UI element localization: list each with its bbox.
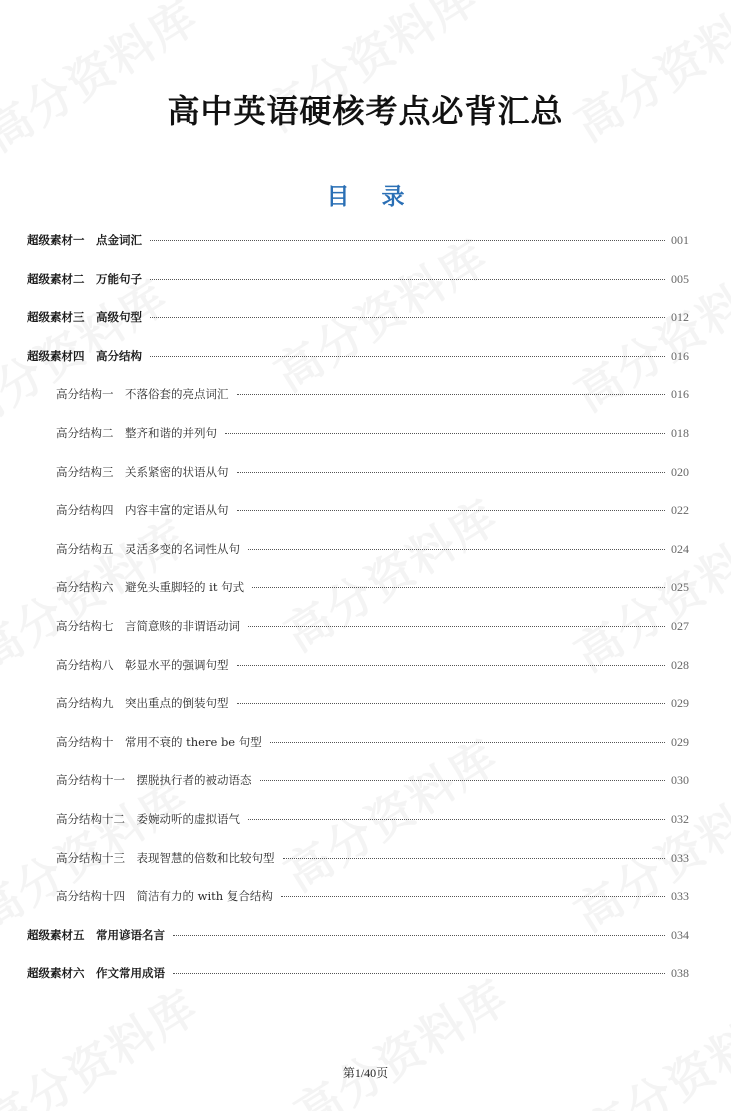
toc-subsection-entry[interactable] [56, 850, 689, 870]
toc-page-number: 029 [671, 734, 689, 749]
toc-entry-label: 高分结构三 关系紧密的状语从句 [56, 464, 229, 479]
toc-subsection-entry[interactable] [56, 657, 689, 677]
toc-subsection-entry[interactable] [56, 772, 689, 792]
toc-page-number: 020 [671, 464, 689, 479]
toc-page-number: 016 [671, 348, 689, 363]
dotted-leader [237, 472, 666, 473]
toc-entry-label: 超级素材五 常用谚语名言 [27, 927, 165, 942]
toc-section-entry[interactable] [27, 927, 689, 947]
toc-page-number: 029 [671, 696, 689, 711]
toc-page-number: 033 [671, 850, 689, 865]
toc-section-entry[interactable] [27, 232, 689, 252]
toc-entry-label: 高分结构十 常用不衰的 there be 句型 [56, 734, 262, 749]
toc-entry-label: 高分结构八 彰显水平的强调句型 [56, 657, 229, 672]
toc-subsection-entry[interactable] [56, 618, 689, 638]
dotted-leader [248, 819, 665, 820]
toc-subsection-entry[interactable] [56, 541, 689, 561]
toc-page-number: 038 [671, 966, 689, 981]
toc-page-number: 028 [671, 657, 689, 672]
toc-entry-label: 高分结构二 整齐和谐的并列句 [56, 426, 217, 440]
toc-page-number: 032 [671, 812, 689, 826]
toc-entry-label: 高分结构十四 简洁有力的 with 复合结构 [56, 889, 273, 904]
toc-entry-label: 超级素材一 点金词汇 [27, 233, 142, 247]
page-footer: 第1/40页 [342, 1066, 389, 1080]
toc-subsection-entry[interactable] [56, 386, 689, 406]
toc-entry-label: 高分结构五 灵活多变的名词性从句 [56, 541, 240, 556]
toc-entry-label: 高分结构一 不落俗套的亮点词汇 [56, 387, 229, 402]
toc-subsection-entry[interactable] [56, 695, 689, 715]
toc-page-number: 030 [671, 773, 689, 788]
toc-heading: 目 录 [326, 184, 417, 210]
dotted-leader [270, 742, 665, 743]
dotted-leader [150, 240, 665, 241]
dotted-leader [237, 665, 666, 666]
toc-subsection-entry[interactable] [56, 734, 689, 754]
toc-entry-label: 高分结构九 突出重点的倒装句型 [56, 696, 229, 711]
toc-entry-label: 超级素材三 高级句型 [27, 310, 142, 325]
toc-entry-label: 高分结构十三 表现智慧的倍数和比较句型 [56, 850, 275, 865]
toc-entry-label: 高分结构十二 委婉动听的虚拟语气 [56, 812, 240, 826]
toc-page-number: 033 [671, 889, 689, 904]
dotted-leader [173, 935, 665, 936]
dotted-leader [173, 973, 665, 974]
toc-entry-label: 高分结构十一 摆脱执行者的被动语态 [56, 773, 252, 788]
toc-subsection-entry[interactable] [56, 888, 689, 908]
toc-entry-label: 高分结构四 内容丰富的定语从句 [56, 503, 229, 518]
toc-page-number: 005 [671, 271, 689, 286]
toc-page-number: 016 [671, 387, 689, 402]
dotted-leader [237, 510, 666, 511]
toc-section-entry[interactable] [27, 348, 689, 368]
toc-section-entry[interactable] [27, 965, 689, 985]
toc-entry-label: 高分结构六 避免头重脚轻的 it 句式 [56, 580, 245, 595]
toc-page-number: 001 [671, 233, 689, 247]
dotted-leader [150, 317, 665, 318]
toc-subsection-entry[interactable] [56, 811, 689, 831]
dotted-leader [248, 549, 665, 550]
toc-section-entry[interactable] [27, 271, 689, 291]
toc-entry-label: 超级素材六 作文常用成语 [27, 966, 165, 981]
dotted-leader [237, 394, 666, 395]
toc-page-number: 027 [671, 619, 689, 633]
dotted-leader [150, 279, 665, 280]
toc-page-number: 012 [671, 310, 689, 325]
toc-page-number: 025 [671, 580, 689, 595]
toc-subsection-entry[interactable] [56, 464, 689, 484]
dotted-leader [248, 626, 665, 627]
dotted-leader [252, 587, 665, 588]
dotted-leader [150, 356, 665, 357]
toc-entry-label: 超级素材四 高分结构 [27, 348, 142, 363]
toc-subsection-entry[interactable] [56, 579, 689, 599]
watermark [571, 981, 731, 1111]
toc-page-number: 024 [671, 541, 689, 556]
watermark [0, 0, 209, 165]
toc-subsection-entry[interactable] [56, 425, 689, 445]
toc-section-entry[interactable] [27, 309, 689, 329]
dotted-leader [260, 780, 666, 781]
dotted-leader [237, 703, 666, 704]
toc-page-number: 018 [671, 426, 689, 440]
toc-entry-label: 超级素材二 万能句子 [27, 271, 142, 286]
toc-entry-label: 高分结构七 言简意赅的非谓语动词 [56, 619, 240, 633]
toc-subsection-entry[interactable] [56, 502, 689, 522]
toc-page-number: 034 [671, 927, 689, 942]
dotted-leader [225, 433, 665, 434]
dotted-leader [281, 896, 665, 897]
toc-page-number: 022 [671, 503, 689, 518]
document-title: 高中英语硬核考点必背汇总 [167, 92, 564, 130]
dotted-leader [283, 858, 666, 859]
watermark [0, 971, 209, 1111]
